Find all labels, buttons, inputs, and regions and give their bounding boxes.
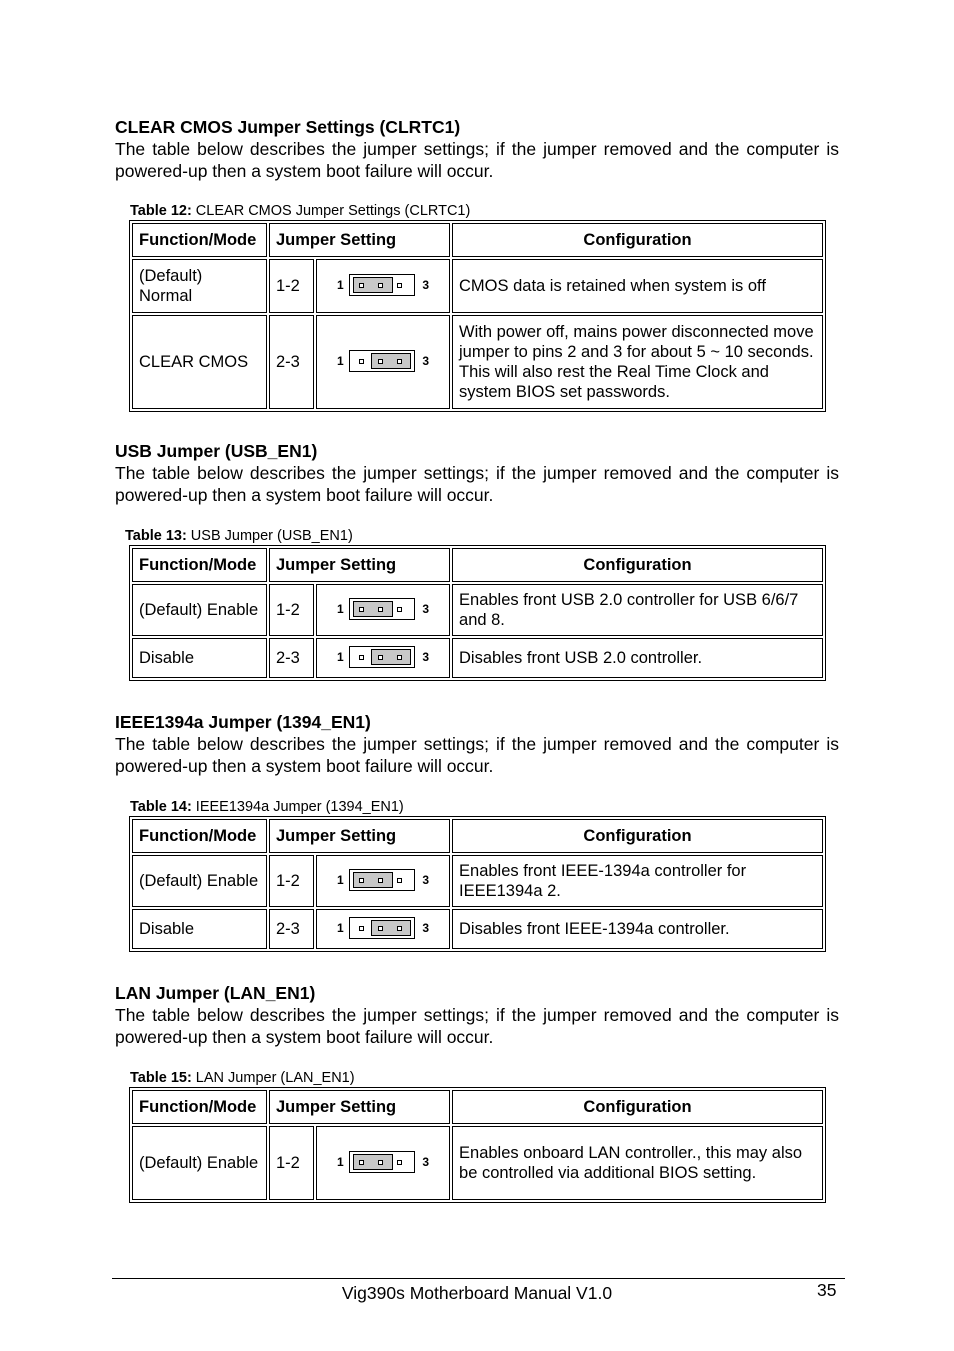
pin-2	[378, 655, 383, 660]
header-configuration: Configuration	[452, 819, 823, 853]
table-header-row	[132, 819, 823, 853]
caption-label: Table 12:	[130, 203, 192, 219]
caption-text: LAN Jumper (LAN_EN1)	[191, 1070, 355, 1086]
cell-setting: 2-3	[269, 315, 314, 409]
header-configuration: Configuration	[452, 1090, 823, 1124]
cell-setting: 1-2	[269, 259, 314, 313]
pin-label-3: 3	[422, 650, 429, 664]
pin-label-1: 1	[337, 278, 344, 292]
cell-configuration: Enables front IEEE-1394a controller for IEEE1394a 2.	[452, 855, 823, 907]
cell-configuration: Disables front USB 2.0 controller.	[452, 638, 823, 678]
cell-mode: Disable	[132, 909, 267, 949]
pin-header	[349, 917, 415, 939]
cell-jumper-diagram	[316, 909, 450, 949]
jumper-diagram-1-2	[337, 598, 429, 622]
table-caption	[130, 1069, 355, 1087]
pin-1	[359, 655, 364, 660]
pin-2	[378, 878, 383, 883]
jumper-cap	[371, 649, 411, 665]
pin-2	[378, 1160, 383, 1165]
table-row	[132, 855, 823, 907]
footer-divider	[112, 1278, 845, 1279]
cell-configuration: Enables onboard LAN controller., this may also be controlled via additional BIOS setting.	[452, 1126, 823, 1200]
jumper-table-usb-en1	[129, 545, 826, 681]
cell-jumper-diagram	[316, 315, 450, 409]
table-row	[132, 909, 823, 949]
header-jumper-setting: Jumper Setting	[269, 1090, 450, 1124]
pin-3	[397, 607, 402, 612]
cell-setting: 2-3	[269, 638, 314, 678]
pin-header	[349, 274, 415, 296]
jumper-cap	[371, 353, 411, 369]
cell-setting: 2-3	[269, 909, 314, 949]
cell-mode: (Default) Enable	[132, 584, 267, 636]
jumper-cap	[371, 920, 411, 936]
pin-label-3: 3	[422, 1155, 429, 1169]
table-caption	[130, 798, 404, 816]
pin-label-1: 1	[337, 354, 344, 368]
header-function-mode: Function/Mode	[132, 223, 267, 257]
table-header-row	[132, 223, 823, 257]
pin-label-1: 1	[337, 650, 344, 664]
pin-1	[359, 359, 364, 364]
table-row	[132, 259, 823, 313]
cell-mode: Disable	[132, 638, 267, 678]
section-heading: USB Jumper (USB_EN1)	[115, 441, 318, 461]
section-1394-en1	[115, 711, 839, 777]
pin-label-3: 3	[422, 602, 429, 616]
section-heading: LAN Jumper (LAN_EN1)	[115, 983, 316, 1003]
header-configuration: Configuration	[452, 223, 823, 257]
header-jumper-setting: Jumper Setting	[269, 548, 450, 582]
caption-label: Table 14:	[130, 799, 192, 815]
cell-configuration: Enables front USB 2.0 controller for USB 6/6/7 and 8.	[452, 584, 823, 636]
caption-label: Table 13:	[125, 528, 187, 544]
table-row	[132, 1126, 823, 1200]
cell-mode: CLEAR CMOS	[132, 315, 267, 409]
pin-label-1: 1	[337, 602, 344, 616]
pin-label-3: 3	[422, 873, 429, 887]
pin-label-3: 3	[422, 921, 429, 935]
section-usb-en1	[115, 440, 839, 506]
pin-header	[349, 350, 415, 372]
section-heading: IEEE1394a Jumper (1394_EN1)	[115, 712, 371, 732]
section-paragraph: The table below describes the jumper settings; if the jumper removed and the computer is powered-up then a system boot failure will occur.	[115, 734, 839, 776]
cell-setting: 1-2	[269, 855, 314, 907]
section-paragraph: The table below describes the jumper settings; if the jumper removed and the computer is powered-up then a system boot failure will occur.	[115, 463, 839, 505]
table-header-row	[132, 548, 823, 582]
caption-label: Table 15:	[130, 1070, 192, 1086]
pin-2	[378, 926, 383, 931]
pin-3	[397, 926, 402, 931]
table-row	[132, 315, 823, 409]
pin-2	[378, 283, 383, 288]
cell-configuration: CMOS data is retained when system is off	[452, 259, 823, 313]
caption-text: USB Jumper (USB_EN1)	[186, 528, 353, 544]
jumper-diagram-2-3	[337, 917, 429, 941]
cell-setting: 1-2	[269, 584, 314, 636]
pin-2	[378, 359, 383, 364]
header-configuration: Configuration	[452, 548, 823, 582]
pin-1	[359, 878, 364, 883]
pin-header	[349, 646, 415, 668]
pin-2	[378, 607, 383, 612]
cell-jumper-diagram	[316, 584, 450, 636]
cell-jumper-diagram	[316, 259, 450, 313]
jumper-diagram-1-2	[337, 869, 429, 893]
pin-3	[397, 1160, 402, 1165]
pin-label-3: 3	[422, 278, 429, 292]
cell-mode: (Default) Normal	[132, 259, 267, 313]
jumper-table-lan-en1	[129, 1087, 826, 1203]
pin-label-3: 3	[422, 354, 429, 368]
pin-label-1: 1	[337, 921, 344, 935]
pin-3	[397, 359, 402, 364]
table-row	[132, 584, 823, 636]
pin-1	[359, 283, 364, 288]
pin-1	[359, 926, 364, 931]
table-caption	[125, 527, 353, 545]
header-function-mode: Function/Mode	[132, 548, 267, 582]
header-function-mode: Function/Mode	[132, 819, 267, 853]
header-jumper-setting: Jumper Setting	[269, 819, 450, 853]
pin-3	[397, 878, 402, 883]
caption-text: IEEE1394a Jumper (1394_EN1)	[191, 799, 404, 815]
table-row	[132, 638, 823, 678]
header-function-mode: Function/Mode	[132, 1090, 267, 1124]
section-heading: CLEAR CMOS Jumper Settings (CLRTC1)	[115, 117, 461, 137]
jumper-table-1394-en1	[129, 816, 826, 952]
pin-label-1: 1	[337, 1155, 344, 1169]
footer-title: Vig390s Motherboard Manual V1.0	[341, 1283, 613, 1303]
table-header-row	[132, 1090, 823, 1124]
jumper-diagram-2-3	[337, 350, 429, 374]
cell-configuration: With power off, mains power disconnected move jumper to pins 2 and 3 for about 5 ~ 10 seconds. This will also rest the Real Time Clock and system BIOS set passwords.	[452, 315, 823, 409]
caption-text: CLEAR CMOS Jumper Settings (CLRTC1)	[191, 203, 471, 219]
jumper-diagram-1-2	[337, 1151, 429, 1175]
cell-jumper-diagram	[316, 855, 450, 907]
cell-setting: 1-2	[269, 1126, 314, 1200]
cell-configuration: Disables front IEEE-1394a controller.	[452, 909, 823, 949]
section-paragraph: The table below describes the jumper settings; if the jumper removed and the computer is powered-up then a system boot failure will occur.	[115, 139, 839, 181]
cell-jumper-diagram	[316, 1126, 450, 1200]
section-clrtc1	[115, 116, 839, 182]
cell-mode: (Default) Enable	[132, 855, 267, 907]
pin-header	[349, 1151, 415, 1173]
table-caption	[130, 202, 470, 220]
pin-label-1: 1	[337, 873, 344, 887]
pin-3	[397, 655, 402, 660]
cell-mode: (Default) Enable	[132, 1126, 267, 1200]
jumper-table-clrtc1	[129, 220, 826, 412]
pin-1	[359, 1160, 364, 1165]
page-number: 35	[817, 1280, 837, 1300]
jumper-diagram-2-3	[337, 646, 429, 670]
cell-jumper-diagram	[316, 638, 450, 678]
section-paragraph: The table below describes the jumper settings; if the jumper removed and the computer is powered-up then a system boot failure will occur.	[115, 1005, 839, 1047]
header-jumper-setting: Jumper Setting	[269, 223, 450, 257]
pin-header	[349, 598, 415, 620]
pin-header	[349, 869, 415, 891]
jumper-diagram-1-2	[337, 274, 429, 298]
section-lan-en1	[115, 982, 839, 1048]
pin-1	[359, 607, 364, 612]
pin-3	[397, 283, 402, 288]
